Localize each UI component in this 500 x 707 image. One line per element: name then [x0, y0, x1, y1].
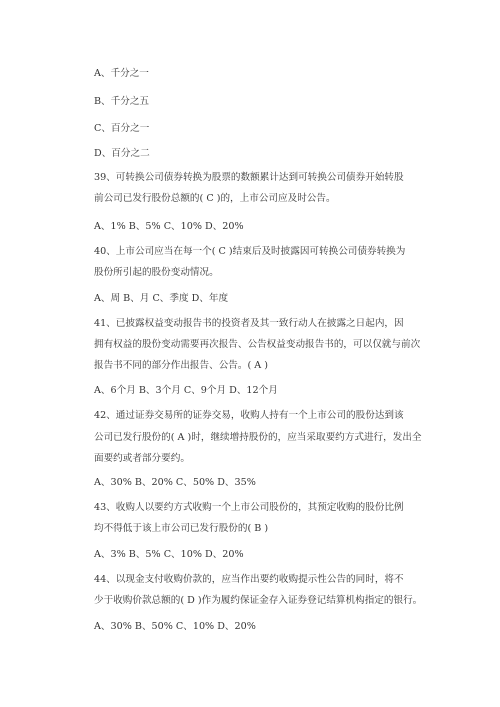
question-text: 拥有权益的股份变动需要再次报告、公告权益变动报告书的，可以仅就与前次 [94, 339, 421, 350]
question-text: 前公司已发行股份总额的( C )的，上市公司应及时公告。 [94, 193, 336, 204]
answer-options: A、30% B、20% C、50% D、35% [94, 477, 256, 488]
answer-options: A、6个月 B、3个月 C、9个月 D、12个月 [94, 385, 278, 396]
option-text: D、百分之二 [94, 148, 150, 159]
question-text: 44、以现金支付收购价款的，应当作出要约收购提示性公告的同时，将不 [94, 574, 404, 585]
answer-options: A、3% B、5% C、10% D、20% [94, 549, 244, 560]
question-text: 41、已披露权益变动报告书的投资者及其一致行动人在披露之日起内，因 [94, 318, 404, 329]
question-text: 43、收购人以要约方式收购一个上市公司股份的，其预定收购的股份比例 [94, 502, 404, 513]
question-text: 报告书不同的部分作出报告、公告。( A ) [94, 360, 269, 371]
question-text: 42、通过证券交易所的证券交易，收购人持有一个上市公司的股份达到该 [94, 410, 404, 421]
question-text: 股份所引起的股份变动情况。 [94, 267, 219, 278]
question-text: 均不得低于该上市公司已发行股份的( B ) [94, 523, 269, 534]
question-text: 40、上市公司应当在每一个( C )结束后及时披露因可转换公司债券转换为 [94, 246, 406, 257]
question-text: 公司已发行股份的( A )时，继续增持股份的，应当采取要约方式进行，发出全 [94, 432, 422, 443]
option-text: C、百分之一 [94, 123, 150, 134]
answer-options: A、1% B、5% C、10% D、20% [94, 221, 244, 232]
question-text: 面要约或者部分要约。 [94, 453, 190, 464]
option-text: A、千分之一 [94, 68, 149, 79]
question-text: 39、可转换公司债券转换为股票的数额累计达到可转换公司债券开始转股 [94, 172, 404, 183]
answer-options: A、周 B、月 C、季度 D、年度 [94, 293, 229, 304]
option-text: B、千分之五 [94, 96, 150, 107]
question-text: 少于收购价款总额的( D )作为履约保证金存入证券登记结算机构指定的银行。 [94, 595, 423, 606]
answer-options: A、30% B、50% C、10% D、20% [94, 621, 256, 632]
